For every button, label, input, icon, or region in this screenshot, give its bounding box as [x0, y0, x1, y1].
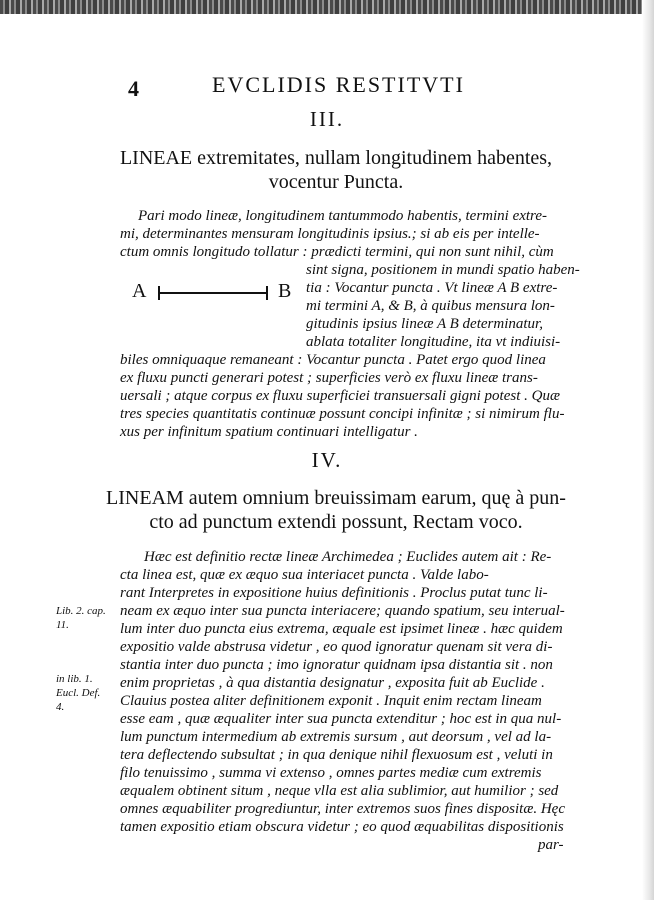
- body-line: ex fluxu puncti generari potest ; superficies verò ex fluxu lineæ trans-: [120, 370, 538, 386]
- body-line: esse eam , quæ æqualiter inter sua puncta extenditur ; hoc est in qua nul-: [120, 711, 562, 727]
- running-head: EVCLIDIS RESTITVTI: [212, 72, 465, 97]
- body-line: gitudinis ipsius lineæ A B determinatur,: [306, 316, 543, 332]
- body-line: Clauius postea aliter definitionem exponit . Inquit enim rectam lineam: [120, 693, 542, 709]
- margin-note: 4.: [56, 701, 65, 713]
- body-line: mi, determinantes mensuram longitudinis ipsius.; si ab eis per intelle-: [120, 226, 540, 242]
- body-line: Pari modo lineæ, longitudinem tantummodo habentis, termini extre-: [138, 208, 547, 224]
- body-line: uersali ; atque corpus ex fluxu superficiei transuersali gigni potest . Quæ: [120, 388, 560, 404]
- point-label-a: A: [132, 280, 147, 302]
- margin-note: 11.: [56, 619, 69, 631]
- line-segment-ab: [158, 292, 268, 294]
- endpoint-b-mark: [266, 286, 268, 300]
- body-line: Hæc est definitio rectæ lineæ Archimedea ; Euclides autem ait : Re-: [144, 549, 552, 565]
- body-line: sint signa, positionem in mundi spatio haben-: [306, 262, 580, 278]
- definition-title-iv-line-1: LINEAM autem omnium breuissimam earum, quę à pun-: [106, 487, 566, 509]
- section-numeral-iv: IV.: [311, 448, 343, 472]
- section-numeral-iii: III.: [309, 107, 345, 131]
- margin-note: Eucl. Def.: [56, 687, 101, 699]
- body-line: tia : Vocantur puncta . Vt lineæ A B extre-: [306, 280, 558, 296]
- definition-title-iv-line-2: cto ad punctum extendi possunt, Rectam voco.: [149, 511, 523, 533]
- body-line: ablata totaliter longitudine, ita vt indiuisi-: [306, 334, 561, 350]
- body-line: tres species quantitatis continuæ possunt concipi infinitæ ; si nimirum flu-: [120, 406, 565, 422]
- body-line: biles omniquaque remaneant : Vocantur puncta . Patet ergo quod linea: [120, 352, 546, 368]
- definition-title-iii-line-2: vocentur Puncta.: [268, 171, 404, 193]
- margin-note: in lib. 1.: [56, 673, 93, 685]
- body-line: tera deflectendo subsultat ; in qua denique nihil flexuosum est , veluti in: [120, 747, 553, 763]
- body-line: lum inter duo puncta eius extrema, æquale est ipsimet lineæ . hæc quidem: [120, 621, 563, 637]
- body-line: expositio valde abstrusa videtur , eo quod ignoratur quenam sit vera di-: [120, 639, 553, 655]
- body-line: omnes æquabiliter progrediuntur, inter extremos suos fines dispositæ. Hęc: [120, 801, 565, 817]
- definition-title-iii-line-1: LINEAE extremitates, nullam longitudinem habentes,: [119, 147, 553, 169]
- page-number: 4: [128, 76, 139, 101]
- margin-note: Lib. 2. cap.: [56, 605, 106, 617]
- catchword: par-: [538, 837, 564, 853]
- scanned-page-top-edge: [0, 0, 654, 14]
- body-line: tamen expositio etiam obscura videtur ; eo quod æquabilitas dispositionis: [120, 819, 564, 835]
- body-line: filo tenuissimo , summa vi extenso , omnes partes mediæ cum extremis: [120, 765, 542, 781]
- point-label-b: B: [278, 280, 292, 302]
- body-line: xus per infinitum spatium continuari intelligatur .: [120, 424, 418, 440]
- body-line: rant Interpretes in expositione huius definitionis . Proclus putat tunc li-: [120, 585, 548, 601]
- body-line: æqualem obtinent situm , neque vlla est alia sublimior, aut humilior ; sed: [120, 783, 559, 799]
- body-line: cta linea est, quæ ex æquo sua interiacet puncta . Valde labo-: [120, 567, 489, 583]
- body-line: lum punctum intermedium ab extremis sursum , aut deorsum , vel ad la-: [120, 729, 552, 745]
- body-line: neam ex æquo inter sua puncta interiacere; quando spatium, seu interual-: [120, 603, 565, 619]
- body-line: stantia inter duo puncta ; imo ignoratur quidnam ipsa distantia sit . non: [120, 657, 553, 673]
- body-line: enim proprietas , à qua distantia designatur , exposita fuit ab Euclide .: [120, 675, 545, 691]
- body-line: mi termini A, & B, à quibus mensura lon-: [306, 298, 555, 314]
- body-line: ctum omnis longitudo tollatur : prædicti termini, qui non sunt nihil, cùm: [120, 244, 554, 260]
- line-segment-figure: [132, 280, 294, 304]
